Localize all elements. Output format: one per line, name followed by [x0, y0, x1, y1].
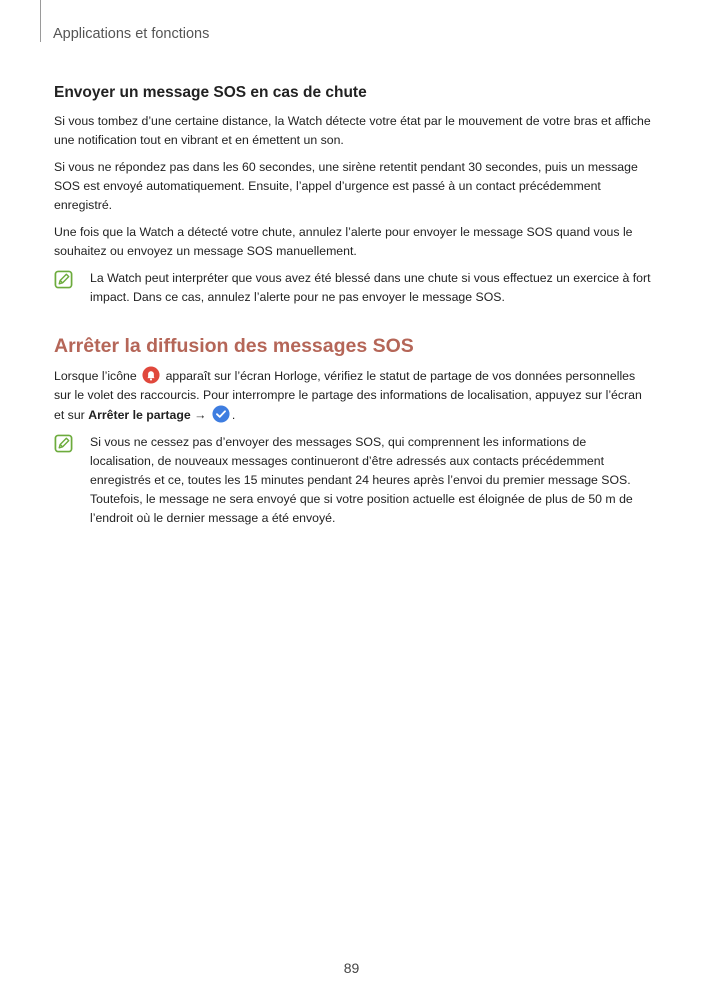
fall-note-text: La Watch peut interpréter que vous avez été blessé dans une chute si vous effectuez un exercice à fort impact. Dans ce cas, annulez l’alerte pour ne pas envoyer le message SOS. [90, 271, 651, 304]
header-rule [40, 0, 41, 42]
fall-note [54, 269, 652, 307]
arrow-symbol: → [194, 408, 207, 422]
stop-text-after-icon: apparaît sur l’écran Horloge, vérifiez le statut de partage de vos données personnelles sur le volet des raccourcis. Pour interrompre le partage des informations de localisation, appuyez sur l’écran et sur [54, 369, 642, 422]
fall-section-title: Envoyer un message SOS en cas de chute [54, 84, 367, 101]
page-number: 89 [343, 960, 360, 976]
note-pencil-icon [54, 270, 73, 289]
stop-end-punct: . [231, 408, 236, 422]
fall-paragraph-3: Une fois que la Watch a détecté votre chute, annulez l’alerte pour envoyer le message SOS quand vous le souhaitez ou envoyez un message SOS manuellement. [54, 225, 633, 258]
note-pencil-icon [54, 434, 73, 453]
stop-note-text: Si vous ne cessez pas d’envoyer des messages SOS, qui comprennent les informations de localisation, de nouveaux messages continueront d’être adressés aux contacts précédemment enregistrés et ce, toutes les 15 minutes pendant 24 heures après l’envoi du premier message SOS. Toutefois, le message ne sera envoyé que si votre position actuelle est éloignée de plus de 50 m de l’endroit où le dernier message a été envoyé. [90, 435, 633, 525]
stop-section-title: Arrêter la diffusion des messages SOS [54, 335, 414, 357]
stop-paragraph [54, 366, 652, 425]
page-content [54, 84, 652, 536]
chapter-title: Applications et fonctions [53, 26, 210, 42]
fall-paragraph-1: Si vous tombez d’une certaine distance, la Watch détecte votre état par le mouvement de votre bras et affiche une notification tout en vibrant et en émettent un son. [54, 114, 651, 147]
stop-note [54, 433, 652, 528]
stop-sharing-label: Arrêter le partage [88, 408, 191, 422]
check-confirm-icon [212, 405, 230, 423]
fall-paragraph-2: Si vous ne répondez pas dans les 60 secondes, une sirène retentit pendant 30 secondes, puis un message SOS est envoyé automatiquement. Ensuite, l’appel d’urgence est passé à un contact précédemment enregistré. [54, 160, 638, 212]
sos-alert-icon [142, 366, 160, 384]
stop-text-before-icon: Lorsque l’icône [54, 369, 137, 383]
